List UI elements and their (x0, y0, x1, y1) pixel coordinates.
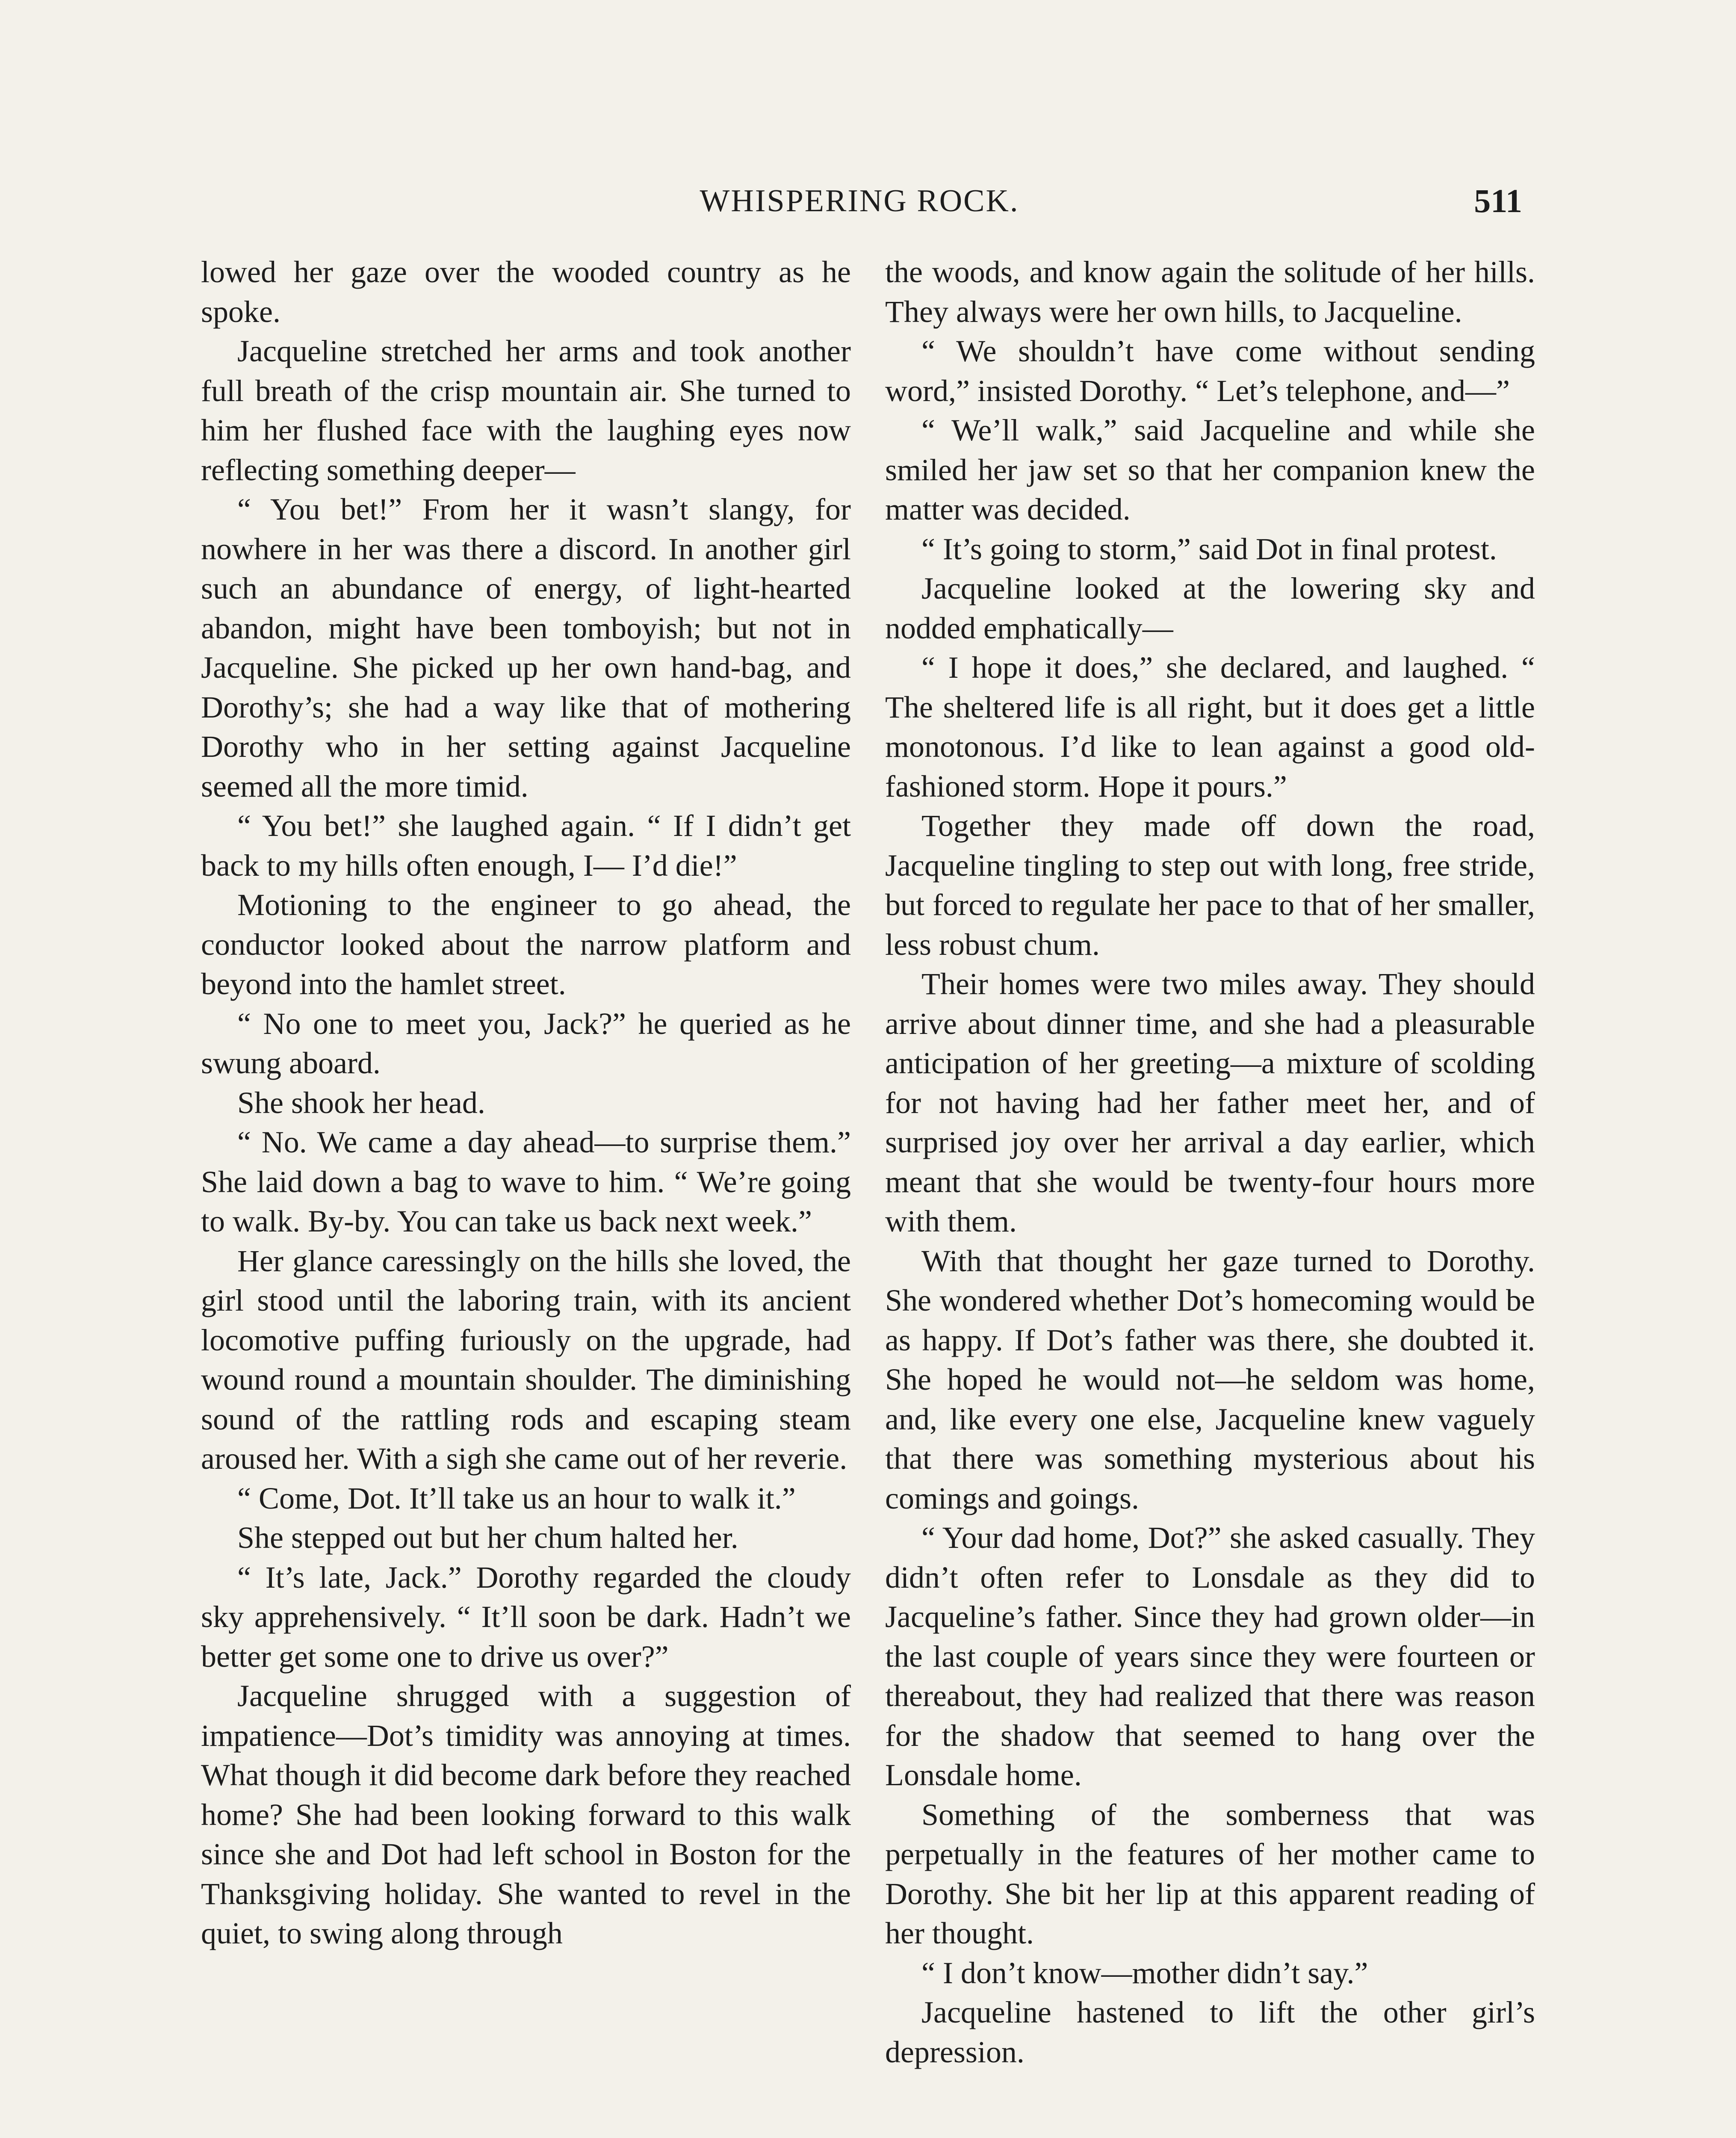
paragraph: “ Come, Dot. It’ll take us an hour to walk it.” (237, 1481, 796, 1515)
paragraph: Motioning to the engineer to go ahead, the conductor looked about the narrow platform and beyond into the hamlet street. (201, 888, 851, 1001)
paragraph: She stepped out but her chum halted her. (237, 1521, 738, 1555)
paragraph: Her glance caressingly on the hills she loved, the girl stood until the laboring train, with its ancient locomotive puffing furiously on the upgrade, had wound round a mountain shoulder. The diminishing sound of the rattling rods and escaping steam aroused her. With a sigh she came out of her reverie. (201, 1243, 851, 1476)
paragraph: “ No. We came a day ahead—to surprise them.” She laid down a bag to wave to him. “ We’re going to walk. By-by. You can take us back next week.” (201, 1125, 851, 1238)
page-header (197, 180, 1522, 231)
left-column (201, 252, 851, 1953)
paragraph: the woods, and know again the solitude of her hills. They always were her own hills, to Jacqueline. (885, 255, 1535, 329)
paragraph: Their homes were two miles away. They should arrive about dinner time, and she had a pleasurable anticipation of her greeting—a mixture of scolding for not having had her father meet her, and of surprised joy over her arrival a day earlier, which meant that she would be twenty-four hours more with them. (885, 967, 1535, 1238)
paragraph: Something of the somberness that was perpetually in the features of her mother came to Dorothy. She bit her lip at this apparent reading of her thought. (885, 1797, 1535, 1950)
paragraph: “ We shouldn’t have come without sending word,” insisted Dorothy. “ Let’s telephone, and—” (885, 334, 1535, 408)
paragraph: “ I don’t know—mother didn’t say.” (921, 1955, 1368, 1990)
paragraph: “ No one to meet you, Jack?” he queried as he swung aboard. (201, 1006, 851, 1080)
paragraph: lowed her gaze over the wooded country as he spoke. (201, 255, 851, 329)
paragraph: “ Your dad home, Dot?” she asked casually. They didn’t often refer to Lonsdale as they did to Jacqueline’s father. Since they had grown older—in the last couple of years since they were fourteen or thereabout, they had realized that there was reason for the shadow that seemed to hang over the Lonsdale home. (885, 1521, 1535, 1792)
paragraph: “ I hope it does,” she declared, and laughed. “ The sheltered life is all right, but it does get a little monotonous. I’d like to lean against a good old-fashioned storm. Hope it pours.” (885, 650, 1535, 803)
paragraph: “ We’ll walk,” said Jacqueline and while she smiled her jaw set so that her companion knew the matter was decided. (885, 413, 1535, 526)
paragraph: “ You bet!” From her it wasn’t slangy, for nowhere in her was there a discord. In another girl such an abundance of energy, of light-hearted abandon, might have been tomboyish; but not in Jacqueline. She picked up her own hand-bag, and Dorothy’s; she had a way like that of mothering Dorothy who in her setting against Jacqueline seemed all the more timid. (201, 492, 851, 803)
paragraph: “ It’s going to storm,” said Dot in final protest. (921, 532, 1497, 566)
paragraph: Jacqueline looked at the lowering sky and nodded emphatically— (885, 571, 1535, 645)
running-head: WHISPERING ROCK. (700, 183, 1019, 219)
paragraph: Jacqueline stretched her arms and took another full breath of the crisp mountain air. She turned to him her flushed face with the laughing eyes now reflecting something deeper— (201, 334, 851, 487)
paragraph: She shook her head. (237, 1085, 485, 1120)
paragraph: Together they made off down the road, Jacqueline tingling to step out with long, free stride, but forced to regulate her pace to that of her smaller, less robust chum. (885, 809, 1535, 962)
paragraph: “ You bet!” she laughed again. “ If I didn’t get back to my hills often enough, I— I’d die!” (201, 809, 851, 883)
paragraph: With that thought her gaze turned to Dorothy. She wondered whether Dot’s homecoming would be as happy. If Dot’s father was there, she doubted it. She hoped he would not—he seldom was home, and, like every one else, Jacqueline knew vaguely that there was something mysterious about his comings and goings. (885, 1243, 1535, 1515)
paragraph: Jacqueline hastened to lift the other girl’s depression. (885, 1995, 1535, 2069)
page-number: 511 (1474, 182, 1522, 219)
paragraph: “ It’s late, Jack.” Dorothy regarded the cloudy sky apprehensively. “ It’ll soon be dark. Hadn’t we better get some one to drive us over?” (201, 1560, 851, 1674)
right-column (885, 252, 1535, 2072)
paragraph: Jacqueline shrugged with a suggestion of impatience—Dot’s timidity was annoying at times. What though it did become dark before they reached home? She had been looking forward to this walk since she and Dot had left school in Boston for the Thanksgiving holiday. She wanted to revel in the quiet, to swing along through (201, 1679, 851, 1950)
